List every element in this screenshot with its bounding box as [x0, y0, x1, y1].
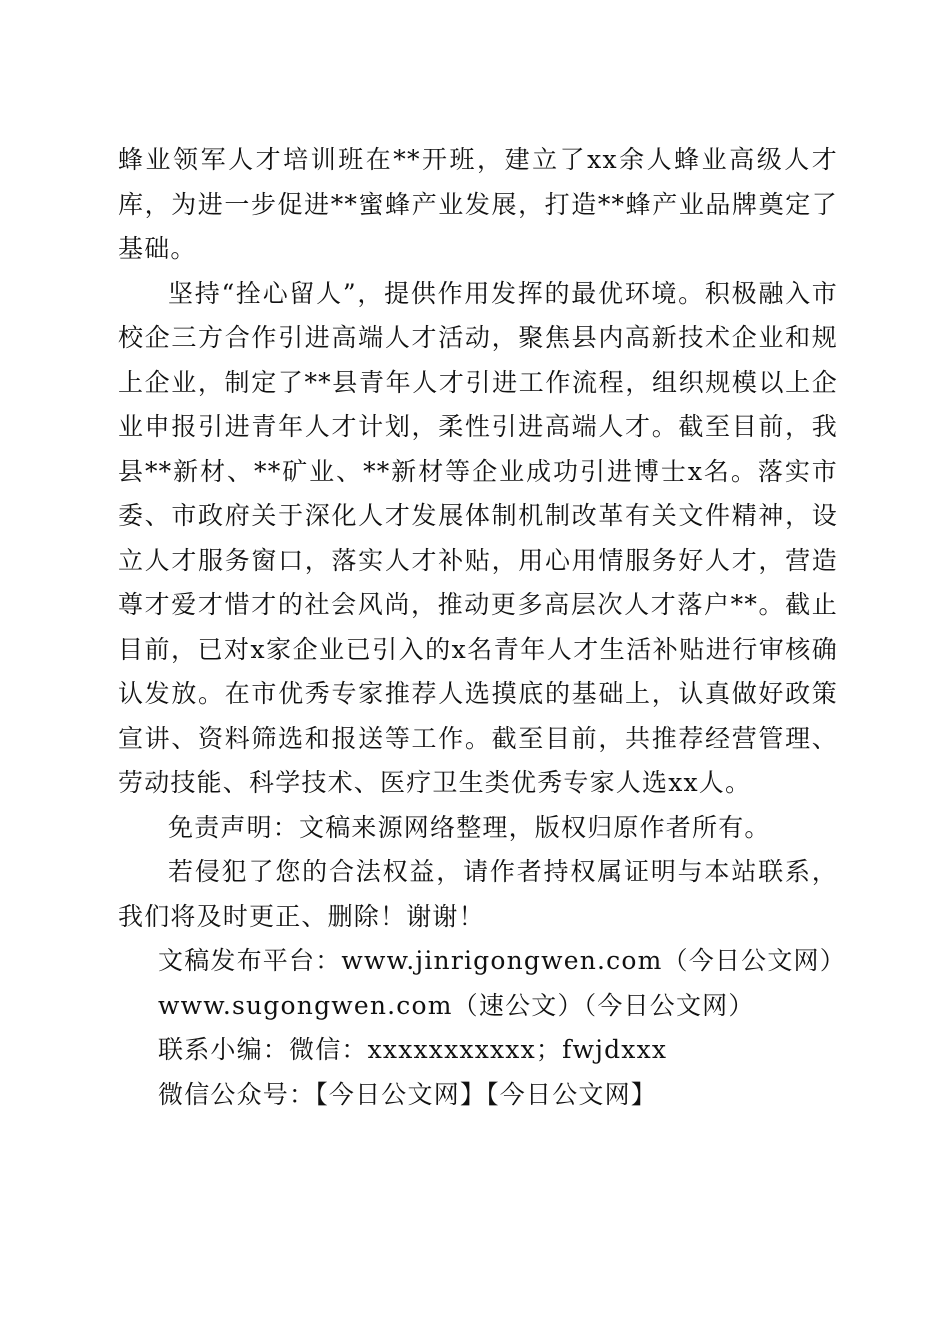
footer-contact: 联系小编：微信：xxxxxxxxxxx；fwjdxxx	[158, 1035, 668, 1064]
paragraph-disclaimer: 免责声明：文稿来源网络整理，版权归原作者所有。	[168, 812, 771, 842]
paragraph-infringement-notice: 若侵犯了您的合法权益，请作者持权属证明与本站联系，我们将及时更正、删除！谢谢！	[118, 857, 838, 931]
paragraph-continuation: 蜂业领军人才培训班在**开班，建立了xx余人蜂业高级人才库，为进一步促进**蜜蜂产业发展，打造**蜂产业品牌奠定了基础。	[118, 145, 838, 263]
document-body	[118, 138, 846, 1117]
paragraph-talent-retention: 坚持“拴心留人”，提供作用发挥的最优环境。积极融入市校企三方合作引进高端人才活动，聚焦县内高新技术企业和规上企业，制定了**县青年人才引进工作流程，组织规模以上企业申报引进青年人才计划，柔性引进高端人才。截至目前，我县**新材、**矿业、**新材等企业成功引进博士x名。落实市委、市政府关于深化人才发展体制机制改革有关文件精神，设立人才服务窗口，落实人才补贴，用心用情服务好人才，营造尊才爱才惜才的社会风尚，推动更多高层次人才落户**。截止目前，已对x家企业已引入的x名青年人才生活补贴进行审核确认发放。在市优秀专家推荐人选摸底的基础上，认真做好政策宣讲、资料筛选和报送等工作。截至目前，共推荐经营管理、劳动技能、科学技术、医疗卫生类优秀专家人选xx人。	[118, 278, 838, 797]
footer-platform: 文稿发布平台：www.jinrigongwen.com（今日公文网）	[158, 946, 846, 975]
footer-site2: www.sugongwen.com（速公文）（今日公文网）	[158, 990, 755, 1020]
footer-wechat: 微信公众号：【今日公文网】【今日公文网】	[158, 1079, 658, 1109]
